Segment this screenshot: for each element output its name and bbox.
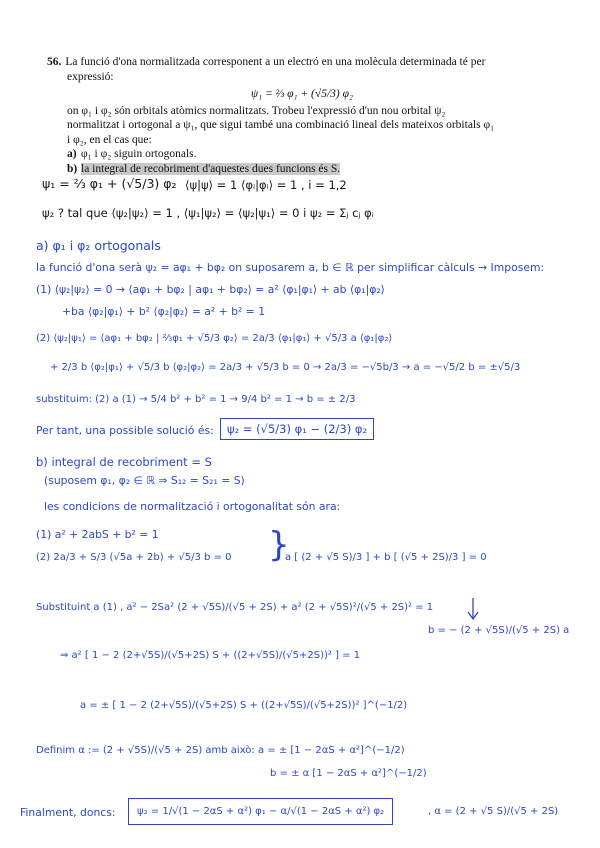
part-b-define-alpha: Definim α := (2 + √5S)/(√5 + 2S) amb això: a = ± [1 − 2αS + α²]^(−1/2) [36, 745, 405, 756]
part-b-eq2-result: a [ (2 + √5 S)/3 ] + b [ (√5 + 2S)/3 ] = 0 [285, 552, 487, 563]
problem-number: 56. [47, 56, 62, 68]
part-b-b-alpha: b = ± α [1 − 2αS + α²]^(−1/2) [270, 768, 427, 779]
problem-intro-2: expressió: [67, 70, 114, 83]
part-b-a-expression: a = ± [ 1 − 2 (2+√5S)/(√5+2S) S + ((2+√5S)/(√5+2S))² ]^(−1/2) [80, 700, 408, 711]
final-alpha: , α = (2 + √5 S)/(√5 + 2S) [428, 806, 559, 817]
part-b-a-squared: ⇒ a² [ 1 − 2 (2+√5S)/(√5+2S) S + ((2+√5S)/(√5+2S))² ] = 1 [60, 650, 361, 661]
part-a-heading: a) φ₁ i φ₂ ortogonals [36, 238, 161, 253]
problem-intro: La funció d'ona normalitzada corresponent a un electró en una molècula determinada té per [65, 56, 486, 68]
part-a-intro: la funció d'ona serà ψ₂ = aφ₁ + bφ₂ on suposarem a, b ∈ ℝ per simplificar càlculs → Imposem: [36, 261, 545, 274]
problem-equation: ψ₁ = ⅔ φ₁ + (√5/3) φ₂ [251, 88, 353, 100]
final-label: Finalment, doncs: [20, 806, 116, 819]
option-b [47, 162, 557, 177]
brace-icon: } [268, 525, 290, 565]
part-a-result-boxed: ψ₂ = (√5/3) φ₁ − (2/3) φ₂ [220, 418, 374, 440]
part-a-eq2: (2) ⟨ψ₂|ψ₁⟩ = ⟨aφ₁ + bφ₂ | ⅔φ₁ + √5/3 φ₂⟩ = 2a/3 ⟨φ₁|φ₁⟩ + √5/3 a ⟨φ₁|φ₂⟩ [36, 333, 393, 344]
part-b-eq1: (1) a² + 2abS + b² = 1 [36, 528, 159, 541]
problem-where-2: normalitzat i ortogonal a ψ₁, que sigui també una combinació lineal dels mateixos orbitals φ₁ [67, 119, 495, 131]
problem-where-3: i φ₂, en el cas que: [67, 133, 152, 146]
given-normalization: ⟨ψ|ψ⟩ = 1 ⟨φᵢ|φᵢ⟩ = 1 , i = 1,2 [185, 178, 347, 192]
part-b-eq2: (2) 2a/3 + S/3 (√5a + 2b) + √5/3 b = 0 [36, 552, 232, 563]
part-b-heading: b) integral de recobriment = S [36, 455, 212, 469]
arrow-down-icon [467, 598, 479, 620]
option-b-label: b) [67, 162, 78, 175]
part-b-suppose: (suposem φ₁, φ₂ ∈ ℝ ⇒ S₁₂ = S₂₁ = S) [44, 474, 245, 487]
part-a-eq1: (1) ⟨ψ₂|ψ₂⟩ = 0 → ⟨aφ₁ + bφ₂ | aφ₁ + bφ₂⟩ = a² ⟨φ₁|φ₁⟩ + ab ⟨φ₁|φ₂⟩ [36, 283, 385, 296]
problem-statement [47, 55, 557, 176]
option-b-text-highlighted: la integral de recobriment d'aquestes dues funcions és S. [81, 162, 341, 175]
part-a-result-label: Per tant, una possible solució és: [36, 424, 214, 437]
option-a-label: a) [67, 148, 77, 160]
part-b-substitution: Substituint a (1) , a² − 2Sa² (2 + √5S)/(√5 + 2S) + a² (2 + √5S)²/(√5 + 2S)² = 1 [36, 602, 434, 613]
part-a-eq1-cont: +ba ⟨φ₂|φ₁⟩ + b² ⟨φ₂|φ₂⟩ = a² + b² = 1 [62, 305, 266, 318]
final-equation-boxed: ψ₂ = 1/√(1 − 2αS + α²) φ₁ − α/√(1 − 2αS + α²) φ₂ [128, 798, 393, 825]
part-a-substitution: substituim: (2) a (1) → 5/4 b² + b² = 1 → 9/4 b² = 1 → b = ± 2/3 [36, 394, 356, 405]
option-a-text: φ₁ i φ₂ siguin ortogonals. [81, 148, 197, 160]
given-psi2-conditions: ψ₂ ? tal que ⟨ψ₂|ψ₂⟩ = 1 , ⟨ψ₁|ψ₂⟩ = ⟨ψ₂|ψ₁⟩ = 0 i ψ₂ = Σⱼ cⱼ φᵢ [42, 206, 374, 220]
problem-where: on φ₁ i φ₂ són orbitals atòmics normalitzats. Trobeu l'expressió d'un nou orbital ψ₂ [67, 104, 446, 117]
option-a [47, 147, 557, 162]
part-b-b-expression: b = − (2 + √5S)/(√5 + 2S) a [428, 625, 570, 636]
given-psi1: ψ₁ = ⅔ φ₁ + (√5/3) φ₂ [42, 176, 177, 191]
part-a-eq2-cont: + 2/3 b ⟨φ₂|φ₁⟩ + √5/3 b ⟨φ₂|φ₂⟩ = 2a/3 + √5/3 b = 0 → 2a/3 = −√5b/3 → a = −√5/2 b = ±√5/3 [50, 362, 521, 373]
part-b-conditions: les condicions de normalització i ortogonalitat són ara: [44, 500, 341, 513]
